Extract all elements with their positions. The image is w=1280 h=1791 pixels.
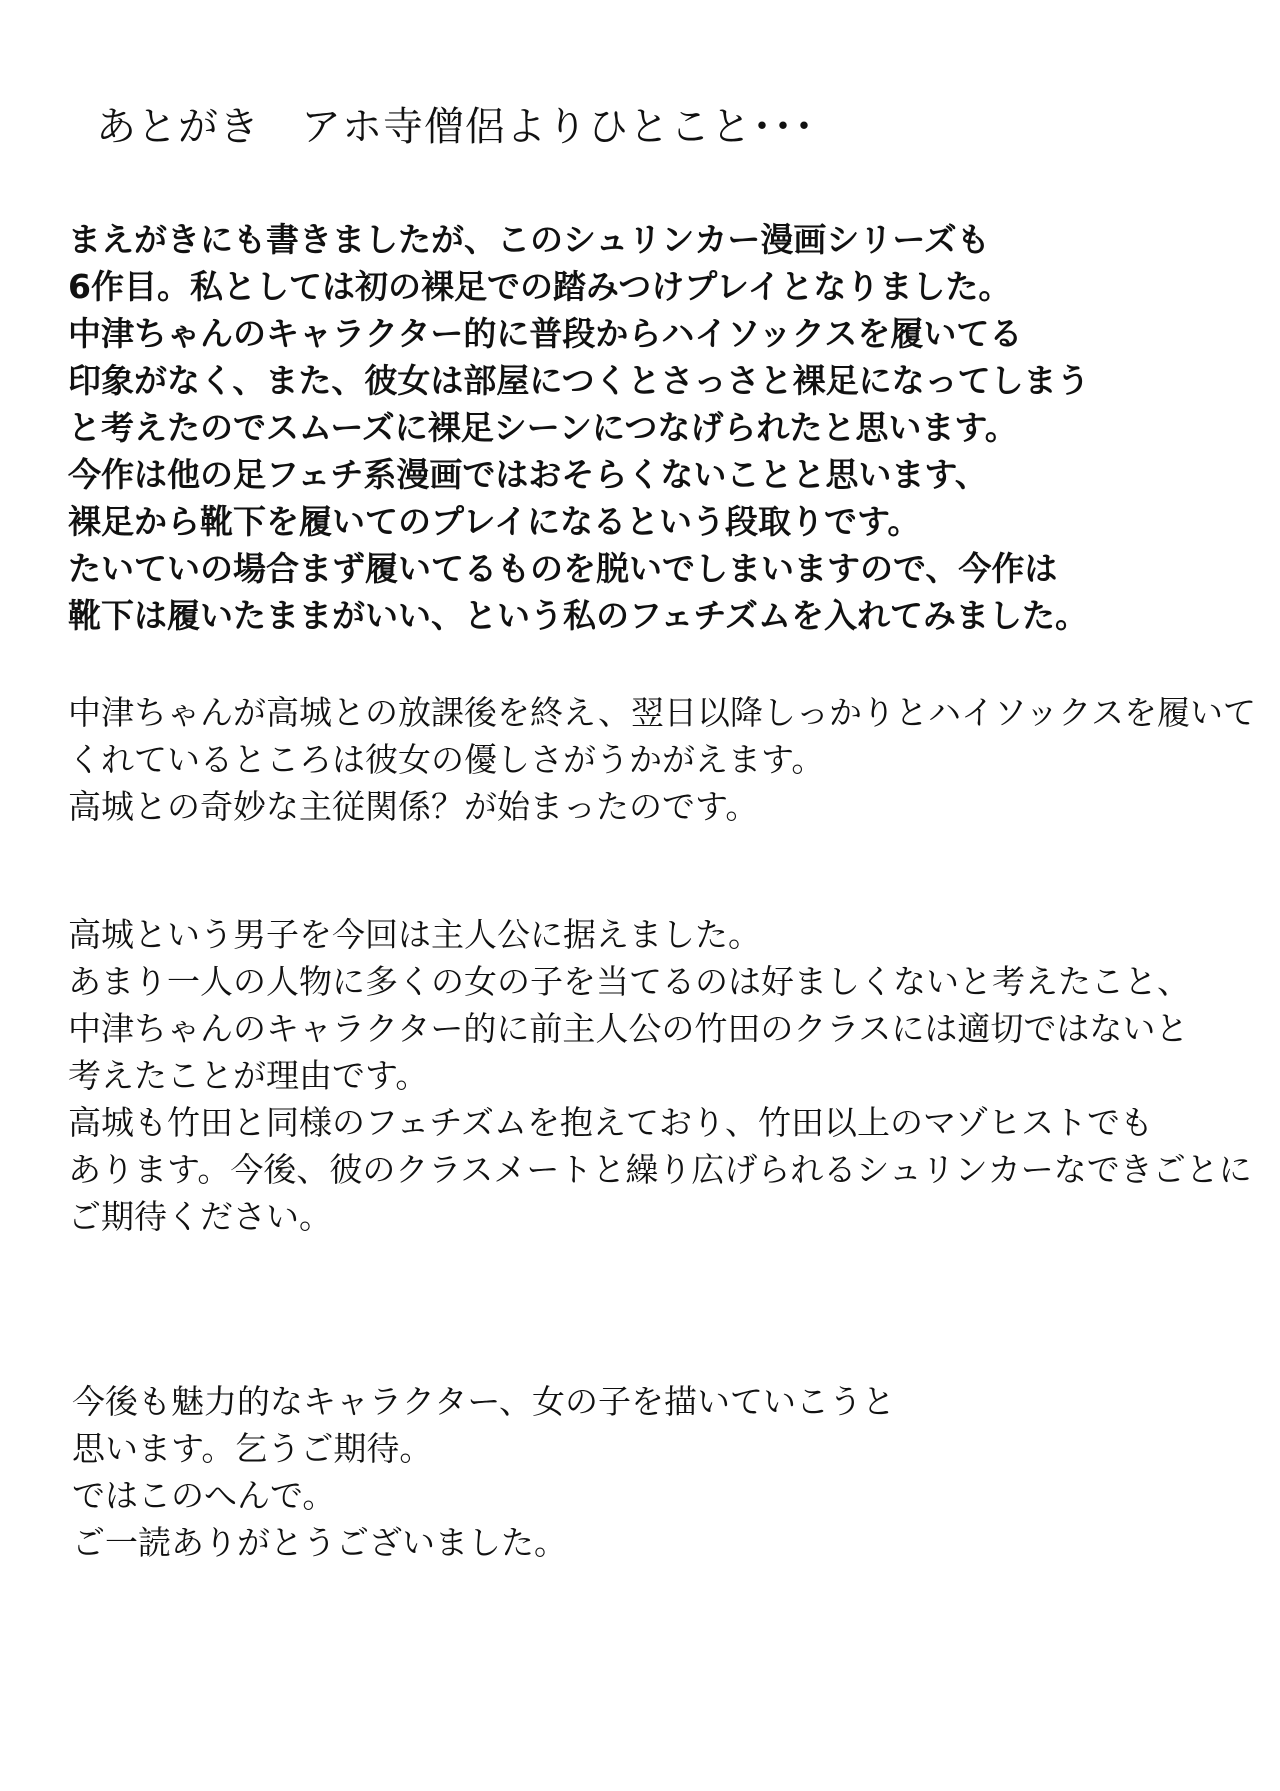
text-line: 高城との奇妙な主従関係？が始まったのです。 bbox=[68, 787, 759, 826]
text-line: 今後も魅力的なキャラクター、女の子を描いていこうと bbox=[72, 1382, 896, 1421]
text-line: 高城という男子を今回は主人公に据えました。 bbox=[68, 915, 761, 954]
paragraph-2 bbox=[68, 689, 1256, 830]
paragraph-4 bbox=[72, 1378, 895, 1566]
text-line: 今作は他の足フェチ系漫画ではおそらくないことと思います、 bbox=[68, 455, 988, 494]
text-line: まえがきにも書きましたが、このシュリンカー漫画シリーズも bbox=[68, 220, 990, 259]
text-line: 高城も竹田と同様のフェチズムを抱えており、竹田以上のマゾヒストでも bbox=[68, 1103, 1154, 1142]
text-line: くれているところは彼女の優しさがうかがえます。 bbox=[68, 740, 825, 779]
text-line: ご期待ください。 bbox=[68, 1197, 332, 1236]
text-line: ご一読ありがとうございました。 bbox=[72, 1523, 567, 1562]
text-line: あまり一人の人物に多くの女の子を当てるのは好ましくないと考えたこと、 bbox=[68, 962, 1190, 1001]
text-line: たいていの場合まず履いてるものを脱いでしまいますので、今作は bbox=[68, 549, 1058, 588]
page-title: あとがき アホ寺僧侶よりひとこと･･･ bbox=[96, 104, 815, 150]
text-line: 中津ちゃんのキャラクター的に前主人公の竹田のクラスには適切ではないと bbox=[68, 1009, 1189, 1048]
text-line: 中津ちゃんが高城との放課後を終え、翌日以降しっかりとハイソックスを履いて bbox=[68, 693, 1256, 732]
text-line: 考えたことが理由です。 bbox=[68, 1056, 429, 1095]
text-line: と考えたのでスムーズに裸足シーンにつなげられたと思います。 bbox=[68, 408, 1018, 447]
text-line: 6作目。私としては初の裸足での踏みつけプレイとなりました。 bbox=[68, 267, 1012, 306]
paragraph-3 bbox=[68, 911, 1252, 1240]
text-line: 印象がなく、また、彼女は部屋につくとさっさと裸足になってしまう bbox=[68, 361, 1090, 400]
text-line: 靴下は履いたままがいい、という私のフェチズムを入れてみました。 bbox=[68, 596, 1089, 635]
text-line: 裸足から靴下を履いてのプレイになるという段取りです。 bbox=[68, 502, 921, 541]
text-line: ではこのへんで。 bbox=[72, 1476, 336, 1515]
text-line: あります。今後、彼のクラスメートと繰り広げられるシュリンカーなできごとに bbox=[68, 1150, 1252, 1189]
text-line: 中津ちゃんのキャラクター的に普段からハイソックスを履いてる bbox=[68, 314, 1023, 353]
text-line: 思います。乞うご期待。 bbox=[72, 1429, 433, 1468]
paragraph-1 bbox=[68, 216, 1090, 639]
